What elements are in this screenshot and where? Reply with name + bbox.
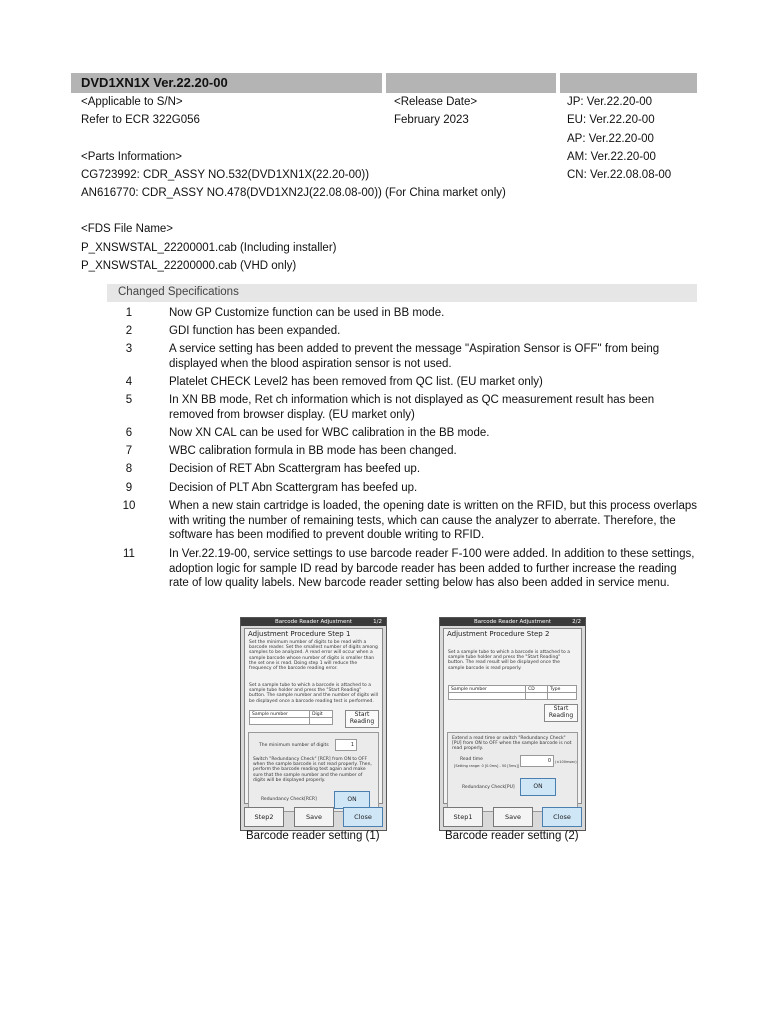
version-cn: CN: Ver.22.08.08-00 bbox=[567, 169, 672, 181]
spec-num: 5 bbox=[125, 394, 133, 406]
start-reading-button[interactable]: Start Reading bbox=[544, 704, 578, 722]
applicable-value: Refer to ECR 322G056 bbox=[81, 114, 200, 126]
spec-num: 2 bbox=[125, 325, 133, 337]
spec-num: 4 bbox=[125, 376, 133, 388]
spec-text: Decision of RET Abn Scattergram has beefed up. bbox=[169, 463, 421, 475]
version-ap: AP: Ver.22.20-00 bbox=[567, 133, 654, 145]
version-jp: JP: Ver.22.20-00 bbox=[567, 96, 653, 108]
step1-button[interactable]: Step1 bbox=[443, 807, 483, 827]
instruction-text: Extend a read time or switch "Redundancy Check" [PU] from ON to OFF when the sample barcode is not read properly. bbox=[452, 736, 572, 752]
version-eu: EU: Ver.22.20-00 bbox=[567, 114, 655, 126]
screen-title: Barcode Reader Adjustment bbox=[241, 618, 386, 626]
read-result-table bbox=[448, 685, 577, 700]
redundancy-toggle[interactable]: ON bbox=[334, 791, 370, 809]
spec-text: Platelet CHECK Level2 has been removed from QC list. (EU market only) bbox=[169, 376, 543, 388]
document-title: DVD1XN1X Ver.22.20-00 bbox=[81, 75, 228, 90]
parts-line-2: AN616770: CDR_ASSY NO.478(DVD1XN2J(22.08.08-00)) (For China market only) bbox=[81, 187, 506, 199]
spec-text: A service setting has been added to prevent the message "Aspiration Sensor is OFF" from being displayed when the blood aspiration sensor is not used. bbox=[169, 343, 660, 370]
table-cell bbox=[310, 718, 333, 725]
spec-num: 8 bbox=[125, 463, 133, 475]
spec-text: In Ver.22.19-00, service settings to use barcode reader F-100 were added. In addition to these settings, adoption logic for sample ID read by barcode reader has been added to further increase the reading rate of low quality labels. New barcode reader setting below has also been added in service menu. bbox=[169, 548, 695, 589]
spec-text: In XN BB mode, Ret ch information which is not displayed as QC measurement result has been removed from browser display. (EU market only) bbox=[169, 394, 655, 421]
version-am: AM: Ver.22.20-00 bbox=[567, 151, 656, 163]
fds-line-1: P_XNSWSTAL_22200001.cab (Including installer) bbox=[81, 242, 337, 254]
spec-text: Now XN CAL can be used for WBC calibration in the BB mode. bbox=[169, 427, 490, 439]
table-cell bbox=[526, 693, 548, 700]
table-cell bbox=[449, 693, 526, 700]
read-time-range: [Setting range: 0 [0.0ms] - 50 [5ms]] bbox=[454, 764, 519, 768]
screen-title: Barcode Reader Adjustment bbox=[440, 618, 585, 626]
step2-button[interactable]: Step2 bbox=[244, 807, 284, 827]
parts-label: <Parts Information> bbox=[81, 151, 182, 163]
read-result-table bbox=[249, 710, 333, 725]
redundancy-label: Redundancy Check[RCR] bbox=[261, 797, 317, 802]
release-date-label: <Release Date> bbox=[394, 96, 478, 108]
specs-title: Changed Specifications bbox=[118, 286, 239, 298]
spec-text: GDI function has been expanded. bbox=[169, 325, 341, 337]
column-header: Sample number bbox=[449, 686, 526, 693]
fds-line-2: P_XNSWSTAL_22200000.cab (VHD only) bbox=[81, 260, 297, 272]
spec-num: 3 bbox=[125, 343, 133, 355]
fds-label: <FDS File Name> bbox=[81, 223, 174, 235]
read-time-label: Read time bbox=[460, 757, 483, 762]
spec-num: 11 bbox=[123, 548, 135, 560]
spec-num: 1 bbox=[125, 307, 133, 319]
spec-num: 9 bbox=[125, 482, 133, 494]
save-button[interactable]: Save bbox=[493, 807, 533, 827]
redundancy-toggle[interactable]: ON bbox=[520, 778, 556, 796]
settings-box bbox=[248, 732, 379, 812]
instruction-text: Set a sample tube to which a barcode is attached to a sample tube holder and press the "Start Reading" button. The sample number and the number of digits will be displayed once a barcode reading test is performed. bbox=[249, 683, 378, 704]
spec-num: 10 bbox=[122, 500, 136, 512]
redundancy-label: Redundancy Check[PU] bbox=[462, 785, 515, 790]
step-heading: Adjustment Procedure Step 1 bbox=[248, 630, 351, 638]
spec-text: Decision of PLT Abn Scattergram has beefed up. bbox=[169, 482, 418, 494]
column-header: Type bbox=[548, 686, 577, 693]
barcode-screen-2 bbox=[439, 617, 586, 831]
table-cell bbox=[548, 693, 577, 700]
spec-text: Now GP Customize function can be used in BB mode. bbox=[169, 307, 445, 319]
instruction-text: Set the minimum number of digits to be read with a barcode reader. Set the smallest number of digits among samples to be analyzed. A read error will occur when a sample barcode whose number of digits is smaller than the set one is read. Doing step 1 will reduce the frequency of the barcode reading error. bbox=[249, 640, 378, 672]
spec-text: WBC calibration formula in BB mode has been changed. bbox=[169, 445, 457, 457]
screen-caption-1: Barcode reader setting (1) bbox=[246, 830, 380, 842]
screen-body bbox=[244, 628, 383, 804]
min-digits-label: The minimum number of digits bbox=[259, 743, 329, 748]
instruction-text: Set a sample tube to which a barcode is attached to a sample tube holder and press the "Start Reading" button. The read result will be displayed once the sample barcode is read properly. bbox=[448, 650, 570, 671]
column-header: Sample number bbox=[250, 711, 310, 718]
header-bar-3 bbox=[560, 73, 697, 93]
save-button[interactable]: Save bbox=[294, 807, 334, 827]
min-digits-field[interactable]: 1 bbox=[335, 739, 357, 751]
column-header: Digit bbox=[310, 711, 333, 718]
release-date-value: February 2023 bbox=[394, 114, 469, 126]
header-bar-2 bbox=[386, 73, 556, 93]
column-header: CD bbox=[526, 686, 548, 693]
applicable-label: <Applicable to S/N> bbox=[81, 96, 183, 108]
screen-page-number: 2/2 bbox=[572, 619, 581, 625]
table-cell bbox=[250, 718, 310, 725]
read-time-unit: (×100msec) bbox=[555, 760, 577, 764]
close-button[interactable]: Close bbox=[542, 807, 582, 827]
start-reading-button[interactable]: Start Reading bbox=[345, 710, 379, 728]
spec-num: 7 bbox=[125, 445, 133, 457]
screen-caption-2: Barcode reader setting (2) bbox=[445, 830, 579, 842]
spec-text: When a new stain cartridge is loaded, the opening date is written on the RFID, but this process overlaps with writing the number of remaining tests, which can cause the analyzer to aberrate. Therefore, the software has been modified to prevent double writing to RFID. bbox=[169, 500, 698, 541]
close-button[interactable]: Close bbox=[343, 807, 383, 827]
read-time-field[interactable]: 0 bbox=[520, 755, 554, 767]
screen-body bbox=[443, 628, 582, 804]
barcode-screen-1 bbox=[240, 617, 387, 831]
screen-page-number: 1/2 bbox=[373, 619, 382, 625]
spec-num: 6 bbox=[125, 427, 133, 439]
step-heading: Adjustment Procedure Step 2 bbox=[447, 630, 550, 638]
instruction-text: Switch "Redundancy Check" [RCR] from ON to OFF when the sample barcode is not read properly. Then, perform the barcode reading test again and make sure that the sample number and the number of digits will be displayed properly. bbox=[253, 757, 372, 783]
parts-line-1: CG723992: CDR_ASSY NO.532(DVD1XN1X(22.20-00)) bbox=[81, 169, 370, 181]
settings-box bbox=[447, 732, 578, 812]
